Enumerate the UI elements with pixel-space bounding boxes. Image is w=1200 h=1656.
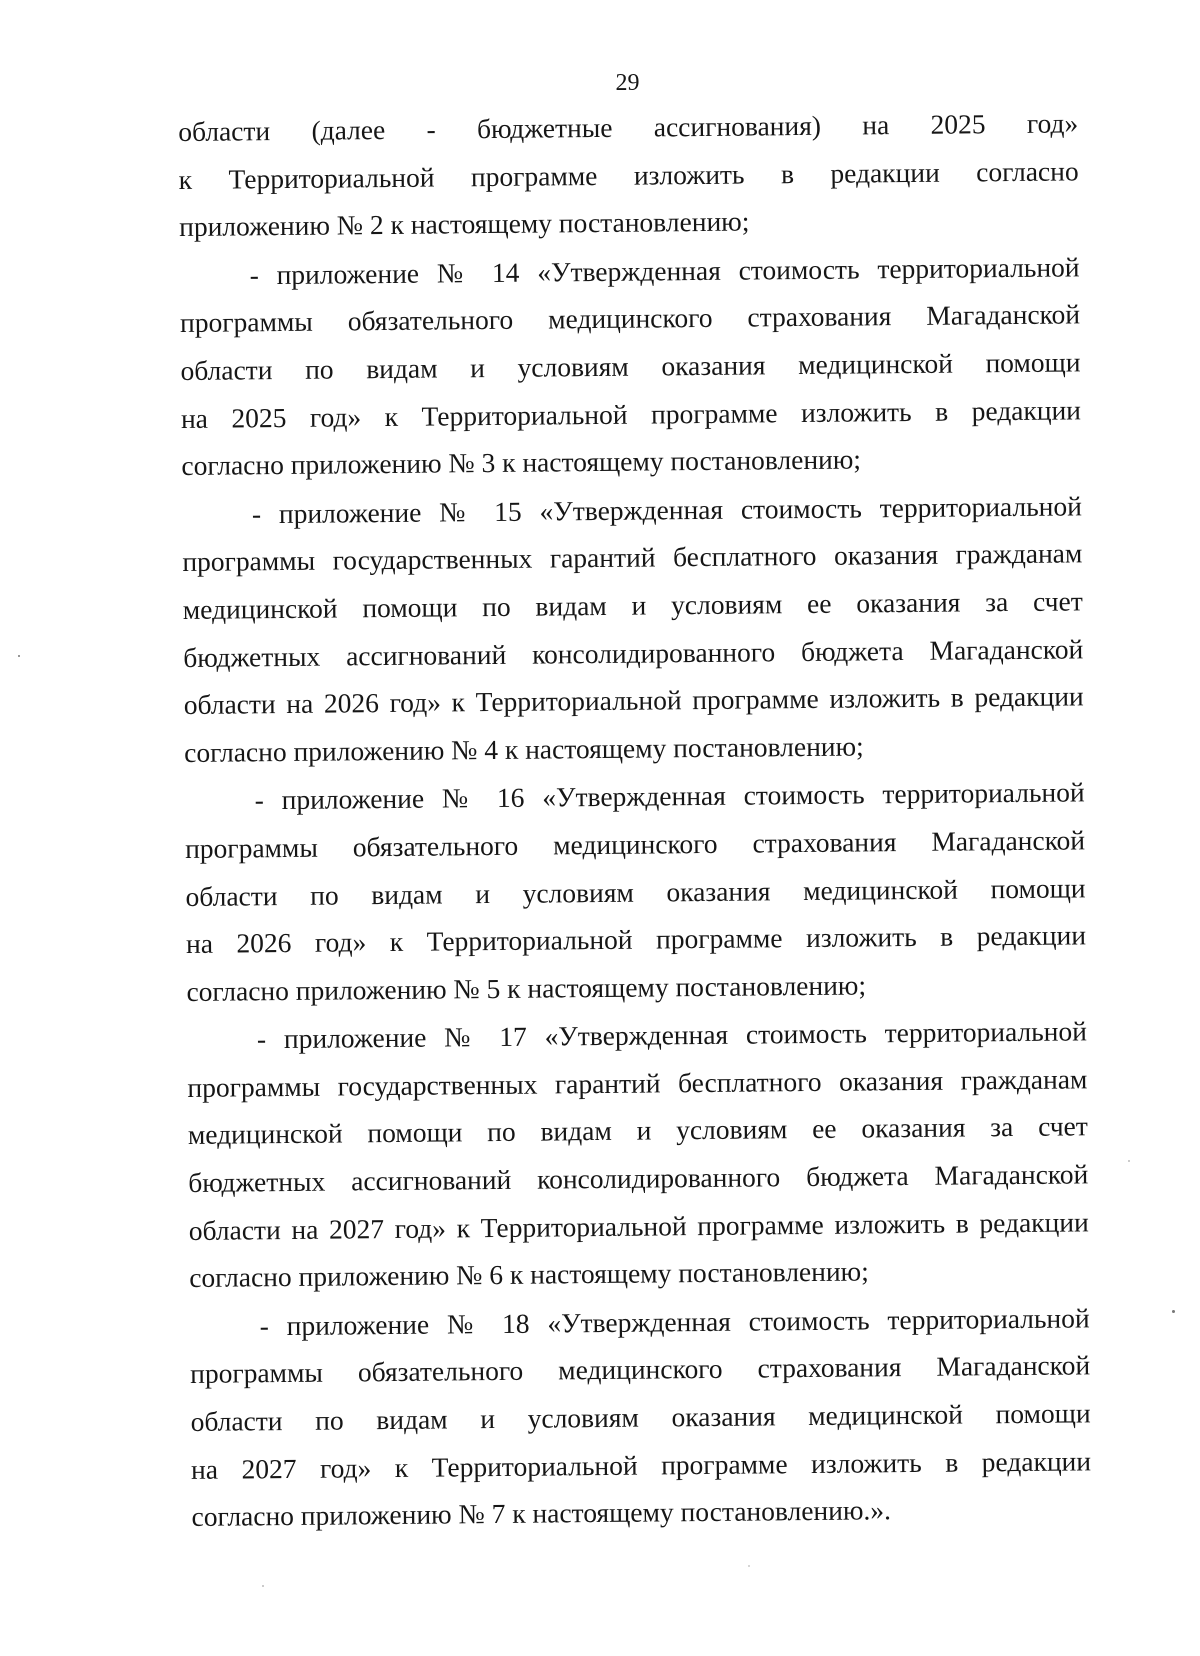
text-line: области (далее - бюджетные ассигнования) на 2025 год»	[178, 107, 1079, 147]
scan-speck	[1172, 1310, 1175, 1313]
text-line: программы обязательного медицинского страхования Магаданской	[179, 298, 1081, 339]
text-line: бюджетных ассигнований консолидированного бюджета Магаданской	[188, 1158, 1089, 1199]
paragraph-continuation	[178, 99, 1079, 250]
text-line: на 2025 год» к Территориальной программе изложить в редакции	[180, 393, 1082, 434]
document-body	[178, 99, 1092, 1541]
text-line: согласно приложению № 3 к настоящему постановлению;	[181, 443, 862, 482]
text-line: - приложение № 15 «Утвержденная стоимость территориальной	[251, 490, 1083, 530]
text-line: бюджетных ассигнований консолидированного бюджета Магаданской	[183, 632, 1084, 673]
text-line: согласно приложению № 6 к настоящему постановлению;	[189, 1255, 869, 1294]
scan-speck	[18, 655, 20, 657]
text-line: - приложение № 17 «Утвержденная стоимость территориальной	[256, 1015, 1088, 1055]
text-line: к Территориальной программе изложить в редакции согласно	[178, 154, 1079, 195]
text-line: программы государственных гарантий бесплатного оказания гражданам	[182, 537, 1083, 578]
paragraph-appendix-17	[187, 1008, 1090, 1302]
text-line: области на 2027 год» к Территориальной программе изложить в редакции	[188, 1205, 1089, 1246]
text-line: области по видам и условиям оказания медицинской помощи	[180, 346, 1081, 386]
text-line: медицинской помощи по видам и условиям ее оказания за счет	[182, 585, 1083, 625]
paragraph-appendix-14	[179, 243, 1081, 490]
paragraph-appendix-16	[184, 769, 1086, 1016]
text-line: - приложение № 14 «Утвержденная стоимость территориальной	[249, 251, 1080, 291]
text-line: согласно приложению № 5 к настоящему постановлению;	[186, 969, 867, 1007]
scan-speck	[748, 1565, 750, 1567]
text-line: программы государственных гарантий бесплатного оказания гражданам	[187, 1063, 1088, 1103]
paragraph-appendix-18	[189, 1294, 1091, 1541]
text-line: на 2027 год» к Территориальной программе изложить в редакции	[190, 1444, 1092, 1485]
text-line: программы обязательного медицинского страхования Магаданской	[184, 824, 1086, 864]
text-line: приложению № 2 к настоящему постановлению;	[178, 205, 750, 243]
paragraph-appendix-15	[182, 482, 1085, 776]
text-line: согласно приложению № 4 к настоящему постановлению;	[184, 730, 864, 768]
text-line: - приложение № 16 «Утвержденная стоимость территориальной	[254, 776, 1085, 816]
scan-speck	[1128, 1160, 1130, 1162]
text-line: согласно приложению № 7 к настоящему постановлению.».	[191, 1494, 892, 1533]
text-line: на 2026 год» к Территориальной программе изложить в редакции	[185, 919, 1087, 960]
text-line: области на 2026 год» к Территориальной программе изложить в редакции	[183, 680, 1084, 721]
text-line: области по видам и условиям оказания медицинской помощи	[190, 1397, 1091, 1437]
text-line: - приложение № 18 «Утвержденная стоимость территориальной	[259, 1302, 1090, 1342]
page-number: 29	[615, 70, 640, 96]
scan-speck	[262, 1585, 264, 1587]
text-line: медицинской помощи по видам и условиям ее оказания за счет	[187, 1110, 1088, 1151]
text-line: области по видам и условиям оказания медицинской помощи	[185, 871, 1086, 912]
text-line: программы обязательного медицинского страхования Магаданской	[190, 1349, 1091, 1390]
